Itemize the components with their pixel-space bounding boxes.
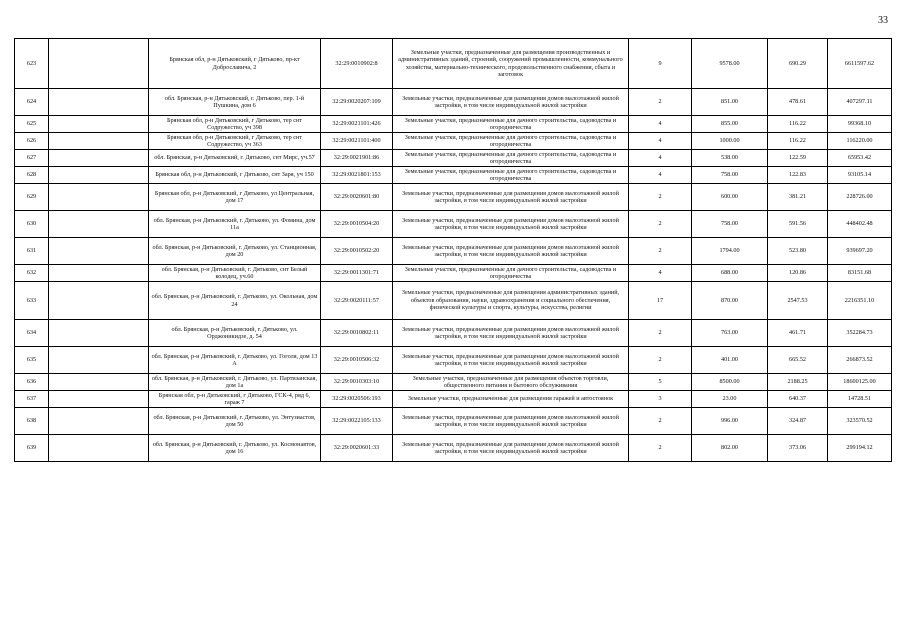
table-row (15, 320, 892, 347)
address-cell: Брянская обл, р-н Дятьковский, г Дятьково, тер снт Содружество, уч 398 (149, 116, 321, 133)
row-number-cell: 629 (15, 184, 49, 211)
land-use-cell: Земельные участки, предназначенные для размещения гаражей и автостоянок (393, 391, 629, 408)
cadastral-number-cell: 32:29:0021101:400 (321, 133, 393, 150)
table-row (15, 265, 892, 282)
row-number-cell: 633 (15, 282, 49, 320)
address-cell: обл. Брянская, р-н Дятьковский, г. Дятьково, снт Белый колодец, уч.60 (149, 265, 321, 282)
specific-value-cell: 2547.53 (768, 282, 828, 320)
empty-cell (49, 282, 149, 320)
zone-code-cell: 2 (629, 408, 692, 435)
cadastral-number-cell: 32:29:0021101:426 (321, 116, 393, 133)
land-use-cell: Земельные участки, предназначенные для дачного строительства, садоводства и огородничества (393, 167, 629, 184)
cadastral-value-cell: 14728.51 (828, 391, 892, 408)
row-number-cell: 631 (15, 238, 49, 265)
land-use-cell: Земельные участки, предназначенные для размещения домов малоэтажной жилой застройки, в том числе индивидуальной жилой застройки (393, 347, 629, 374)
area-cell: 401.00 (692, 347, 768, 374)
address-cell: обл. Брянская, р-н Дятьковский, г. Дятьково, ул. Орджоникидзе, д. 54 (149, 320, 321, 347)
zone-code-cell: 17 (629, 282, 692, 320)
empty-cell (49, 238, 149, 265)
row-number-cell: 635 (15, 347, 49, 374)
cadastral-value-cell: 407297.11 (828, 89, 892, 116)
cadastral-value-cell: 6611597.62 (828, 39, 892, 89)
zone-code-cell: 2 (629, 320, 692, 347)
table-row (15, 238, 892, 265)
area-cell: 8500.00 (692, 374, 768, 391)
cadastral-number-cell: 32:29:0020506:193 (321, 391, 393, 408)
cadastral-number-cell: 32:29:0021801:153 (321, 167, 393, 184)
empty-cell (49, 89, 149, 116)
table-row (15, 435, 892, 462)
zone-code-cell: 2 (629, 347, 692, 374)
specific-value-cell: 2188.25 (768, 374, 828, 391)
cadastral-value-cell: 2216351.10 (828, 282, 892, 320)
land-use-cell: Земельные участки, предназначенные для размещения домов малоэтажной жилой застройки, в том числе индивидуальной жилой застройки (393, 408, 629, 435)
row-number-cell: 623 (15, 39, 49, 89)
row-number-cell: 636 (15, 374, 49, 391)
empty-cell (49, 265, 149, 282)
address-cell: Брянская обл, р-н Дятьковский, г Дятьково, пр-кт Доброславича, 2 (149, 39, 321, 89)
cadastral-value-cell: 352284.73 (828, 320, 892, 347)
empty-cell (49, 211, 149, 238)
zone-code-cell: 5 (629, 374, 692, 391)
address-cell: обл. Брянская, р-н Дятьковский, г. Дятьково, ул. Станционная, дом 20 (149, 238, 321, 265)
address-cell: обл. Брянская, р-н Дятьковский, г. Дятьково, ул. Партизанская, дом 1а (149, 374, 321, 391)
zone-code-cell: 4 (629, 133, 692, 150)
land-use-cell: Земельные участки, предназначенные для размещения домов малоэтажной жилой застройки, в том числе индивидуальной жилой застройки (393, 89, 629, 116)
empty-cell (49, 133, 149, 150)
cadastral-value-cell: 18600125.00 (828, 374, 892, 391)
cadastral-value-cell: 266873.52 (828, 347, 892, 374)
empty-cell (49, 347, 149, 374)
land-use-cell: Земельные участки, предназначенные для размещения домов малоэтажной жилой застройки, в том числе индивидуальной жилой застройки (393, 238, 629, 265)
address-cell: обл. Брянская, р-н Дятьковский, г. Дятьково, снт Мирс, уч.57 (149, 150, 321, 167)
table-row (15, 116, 892, 133)
cadastral-number-cell: 32:29:0010502:20 (321, 238, 393, 265)
area-cell: 851.00 (692, 89, 768, 116)
table-row (15, 374, 892, 391)
specific-value-cell: 324.87 (768, 408, 828, 435)
table-row (15, 167, 892, 184)
address-cell: Брянская обл, р-н Дятьковский, г Дятьково, ГСК-4, ряд 6, гараж 7 (149, 391, 321, 408)
area-cell: 996.00 (692, 408, 768, 435)
area-cell: 688.00 (692, 265, 768, 282)
row-number-cell: 624 (15, 89, 49, 116)
address-cell: Брянская обл, р-н Дятьковский, г Дятьково, тер снт Содружество, уч 363 (149, 133, 321, 150)
specific-value-cell: 690.29 (768, 39, 828, 89)
table-row (15, 39, 892, 89)
zone-code-cell: 4 (629, 150, 692, 167)
land-use-cell: Земельные участки, предназначенные для размещения производственных и административных зданий, строений, сооружений промышленности, коммунального хозяйства, материально-технического, продовольственного снабжения, сбыта и заготовок (393, 39, 629, 89)
cadastral-value-cell: 116220.00 (828, 133, 892, 150)
address-cell: обл. Брянская, р-н Дятьковский, г. Дятьково, ул. Окольная, дом 24 (149, 282, 321, 320)
area-cell: 600.00 (692, 184, 768, 211)
row-number-cell: 634 (15, 320, 49, 347)
zone-code-cell: 4 (629, 167, 692, 184)
area-cell: 763.00 (692, 320, 768, 347)
specific-value-cell: 591.56 (768, 211, 828, 238)
cadastral-value-cell: 448402.48 (828, 211, 892, 238)
row-number-cell: 627 (15, 150, 49, 167)
cadastral-value-cell: 99368.10 (828, 116, 892, 133)
area-cell: 23.00 (692, 391, 768, 408)
land-register-table (14, 38, 892, 462)
row-number-cell: 626 (15, 133, 49, 150)
cadastral-number-cell: 32:29:0020207:109 (321, 89, 393, 116)
cadastral-number-cell: 32:29:0010802:11 (321, 320, 393, 347)
empty-cell (49, 116, 149, 133)
empty-cell (49, 320, 149, 347)
land-use-cell: Земельные участки, предназначенные для дачного строительства, садоводства и огородничества (393, 133, 629, 150)
land-use-cell: Земельные участки, предназначенные для размещения домов малоэтажной жилой застройки, в том числе индивидуальной жилой застройки (393, 435, 629, 462)
row-number-cell: 639 (15, 435, 49, 462)
land-use-cell: Земельные участки, предназначенные для дачного строительства, садоводства и огородничества (393, 150, 629, 167)
address-cell: обл. Брянская, р-н Дятьковский, г. Дятьково, ул. Космонавтов, дом 16 (149, 435, 321, 462)
table-row (15, 150, 892, 167)
specific-value-cell: 116.22 (768, 133, 828, 150)
cadastral-value-cell: 228726.00 (828, 184, 892, 211)
land-use-cell: Земельные участки, предназначенные для размещения административных зданий, объектов образования, науки, здравоохранения и социального обеспечения, физической культуры и спорта, культуры, искусства, религии (393, 282, 629, 320)
cadastral-value-cell: 93105.14 (828, 167, 892, 184)
empty-cell (49, 184, 149, 211)
land-use-cell: Земельные участки, предназначенные для размещения домов малоэтажной жилой застройки, в том числе индивидуальной жилой застройки (393, 184, 629, 211)
land-use-cell: Земельные участки, предназначенные для размещения домов малоэтажной жилой застройки, в том числе индивидуальной жилой застройки (393, 320, 629, 347)
area-cell: 9578.00 (692, 39, 768, 89)
table-row (15, 89, 892, 116)
cadastral-number-cell: 32:29:0020601:80 (321, 184, 393, 211)
table-row (15, 282, 892, 320)
row-number-cell: 630 (15, 211, 49, 238)
area-cell: 802.00 (692, 435, 768, 462)
table-row (15, 211, 892, 238)
address-cell: обл. Брянская, р-н Дятьковский, г. Дятьково, ул. Гоголя, дом 13 А (149, 347, 321, 374)
specific-value-cell: 665.52 (768, 347, 828, 374)
cadastral-value-cell: 83151.68 (828, 265, 892, 282)
zone-code-cell: 2 (629, 435, 692, 462)
empty-cell (49, 39, 149, 89)
empty-cell (49, 167, 149, 184)
zone-code-cell: 4 (629, 116, 692, 133)
specific-value-cell: 640.37 (768, 391, 828, 408)
address-cell: обл. Брянская, р-н Дятьковский, г. Дятьково, ул. Фомина, дом 11а (149, 211, 321, 238)
row-number-cell: 638 (15, 408, 49, 435)
specific-value-cell: 373.06 (768, 435, 828, 462)
specific-value-cell: 122.83 (768, 167, 828, 184)
table-body (15, 39, 892, 462)
specific-value-cell: 120.86 (768, 265, 828, 282)
address-cell: Брянская обл, р-н Дятьковский, г Дятьково, ул Центральная, дом 17 (149, 184, 321, 211)
row-number-cell: 637 (15, 391, 49, 408)
zone-code-cell: 9 (629, 39, 692, 89)
cadastral-value-cell: 939697.20 (828, 238, 892, 265)
land-use-cell: Земельные участки, предназначенные для дачного строительства, садоводства и огородничества (393, 265, 629, 282)
area-cell: 870.00 (692, 282, 768, 320)
area-cell: 758.00 (692, 167, 768, 184)
specific-value-cell: 122.59 (768, 150, 828, 167)
row-number-cell: 632 (15, 265, 49, 282)
table-row (15, 133, 892, 150)
area-cell: 855.00 (692, 116, 768, 133)
table-row (15, 347, 892, 374)
zone-code-cell: 2 (629, 238, 692, 265)
empty-cell (49, 374, 149, 391)
row-number-cell: 628 (15, 167, 49, 184)
cadastral-value-cell: 65953.42 (828, 150, 892, 167)
address-cell: Брянская обл, р-н Дятьковский, г Дятьково, снт Заря, уч 150 (149, 167, 321, 184)
specific-value-cell: 381.21 (768, 184, 828, 211)
table-row (15, 184, 892, 211)
cadastral-number-cell: 32:29:0010902:8 (321, 39, 393, 89)
row-number-cell: 625 (15, 116, 49, 133)
cadastral-number-cell: 32:29:0020601:33 (321, 435, 393, 462)
address-cell: обл. Брянская, р-н Дятьковский, г. Дятьково, пер. 1-й Пушкина, дом 6 (149, 89, 321, 116)
cadastral-number-cell: 32:29:0010303:10 (321, 374, 393, 391)
specific-value-cell: 523.80 (768, 238, 828, 265)
empty-cell (49, 435, 149, 462)
area-cell: 1794.00 (692, 238, 768, 265)
page-number: 33 (878, 15, 888, 26)
land-use-cell: Земельные участки, предназначенные для размещения домов малоэтажной жилой застройки, в том числе индивидуальной жилой застройки (393, 211, 629, 238)
cadastral-value-cell: 323570.52 (828, 408, 892, 435)
specific-value-cell: 478.61 (768, 89, 828, 116)
table-row (15, 408, 892, 435)
cadastral-number-cell: 32:29:0011301:71 (321, 265, 393, 282)
zone-code-cell: 3 (629, 391, 692, 408)
cadastral-number-cell: 32:29:0010506:32 (321, 347, 393, 374)
cadastral-number-cell: 32:29:0022105:133 (321, 408, 393, 435)
zone-code-cell: 2 (629, 89, 692, 116)
land-use-cell: Земельные участки, предназначенные для дачного строительства, садоводства и огородничества (393, 116, 629, 133)
empty-cell (49, 391, 149, 408)
address-cell: обл. Брянская, р-н Дятьковский, г. Дятьково, ул. Энтузиастов, дом 50 (149, 408, 321, 435)
land-use-cell: Земельные участки, предназначенные для размещения объектов торговли, общественного питания и бытового обслуживания (393, 374, 629, 391)
cadastral-number-cell: 32:29:0020111:57 (321, 282, 393, 320)
zone-code-cell: 4 (629, 265, 692, 282)
cadastral-value-cell: 299194.12 (828, 435, 892, 462)
cadastral-number-cell: 32:29:0010504:20 (321, 211, 393, 238)
zone-code-cell: 2 (629, 211, 692, 238)
area-cell: 1000.00 (692, 133, 768, 150)
empty-cell (49, 408, 149, 435)
specific-value-cell: 461.71 (768, 320, 828, 347)
table-row (15, 391, 892, 408)
empty-cell (49, 150, 149, 167)
area-cell: 758.00 (692, 211, 768, 238)
cadastral-number-cell: 32:29:0021901:86 (321, 150, 393, 167)
zone-code-cell: 2 (629, 184, 692, 211)
area-cell: 538.00 (692, 150, 768, 167)
specific-value-cell: 116.22 (768, 116, 828, 133)
